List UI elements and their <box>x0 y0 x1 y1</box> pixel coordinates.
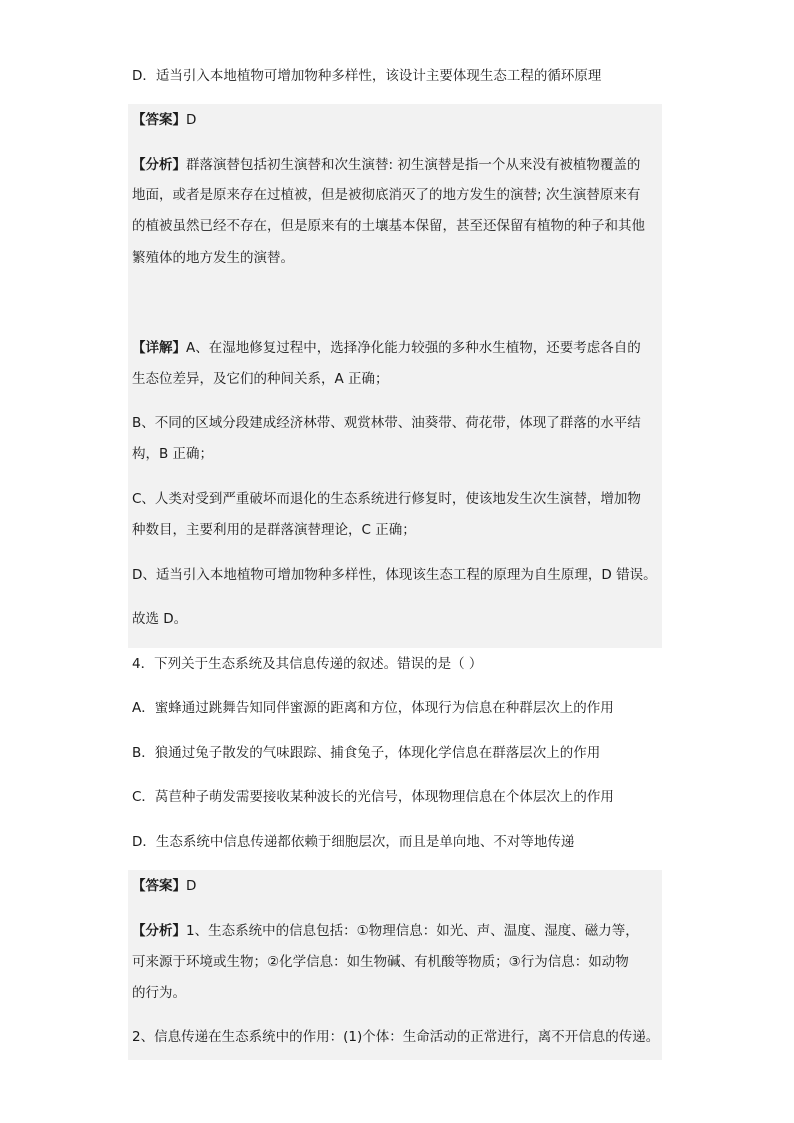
q3-detail-line-6: 种数目，主要利用的是群落演替理论，C 正确； <box>132 522 416 538</box>
answer-tag: 【答案】 <box>132 878 186 894</box>
analysis-text: 1、生态系统中的信息包括：①物理信息：如光、声、温度、湿度、磁力等， <box>186 923 639 939</box>
q4-option-b: B．狼通过兔子散发的气味跟踪、捕食兔子，体现化学信息在群落层次上的作用 <box>132 745 601 761</box>
q3-option-d: D．适当引入本地植物可增加物种多样性，该设计主要体现生态工程的循环原理 <box>132 68 602 84</box>
answer-tag: 【答案】 <box>132 112 186 128</box>
q4-answer <box>132 877 196 895</box>
q3-detail-line-2: 生态位差异，及它们的种间关系，A 正确； <box>132 371 389 387</box>
q4-stem: 4．下列关于生态系统及其信息传递的叙述。错误的是（ ） <box>132 656 483 672</box>
q3-detail-line-3: B、不同的区域分段建成经济林带、观赏林带、油葵带、荷花带，体现了群落的水平结 <box>132 415 641 431</box>
q4-option-c: C．莴苣种子萌发需要接收某种波长的光信号，体现物理信息在个体层次上的作用 <box>132 789 614 805</box>
detail-tag: 【详解】 <box>132 340 186 356</box>
answer-value: D <box>186 878 197 894</box>
analysis-tag: 【分析】 <box>132 923 186 939</box>
q3-detail-line-1 <box>132 339 641 357</box>
q3-analysis-line-4: 繁殖体的地方发生的演替。 <box>132 250 294 266</box>
q4-option-d: D．生态系统中信息传递都依赖于细胞层次，而且是单向地、不对等地传递 <box>132 834 575 850</box>
q3-detail-line-7: D、适当引入本地植物可增加物种多样性，体现该生态工程的原理为自生原理，D 错误。 <box>132 567 657 583</box>
q3-detail-line-4: 构，B 正确； <box>132 446 214 462</box>
q4-option-a: A．蜜蜂通过跳舞告知同伴蜜源的距离和方位，体现行为信息在种群层次上的作用 <box>132 700 614 716</box>
q3-analysis-line-1 <box>132 156 640 174</box>
q4-analysis-line-3: 的行为。 <box>132 985 186 1001</box>
q3-detail-line-5: C、人类对受到严重破坏而退化的生态系统进行修复时，使该地发生次生演替，增加物 <box>132 491 641 507</box>
q3-analysis-line-2: 地面，或者是原来存在过植被，但是被彻底消灭了的地方发生的演替; 次生演替原来有 <box>132 187 641 203</box>
q4-analysis-line-2: 可来源于环境或生物；②化学信息：如生物碱、有机酸等物质；③行为信息：如动物 <box>132 954 629 970</box>
q3-answer <box>132 111 196 129</box>
answer-value: D <box>186 112 197 128</box>
q3-analysis-line-3: 的植被虽然已经不存在，但是原来有的土壤基本保留，甚至还保留有植物的种子和其他 <box>132 218 645 234</box>
q4-analysis-line-4: 2、信息传递在生态系统中的作用：(1)个体：生命活动的正常进行，离不开信息的传递。 <box>132 1029 660 1045</box>
q3-detail-line-8: 故选 D。 <box>132 611 188 627</box>
analysis-tag: 【分析】 <box>132 157 186 173</box>
detail-text: A、在湿地修复过程中，选择净化能力较强的多种水生植物，还要考虑各自的 <box>186 340 641 356</box>
analysis-text: 群落演替包括初生演替和次生演替: 初生演替是指一个从来没有被植物覆盖的 <box>186 157 641 173</box>
q4-analysis-line-1 <box>132 922 639 940</box>
